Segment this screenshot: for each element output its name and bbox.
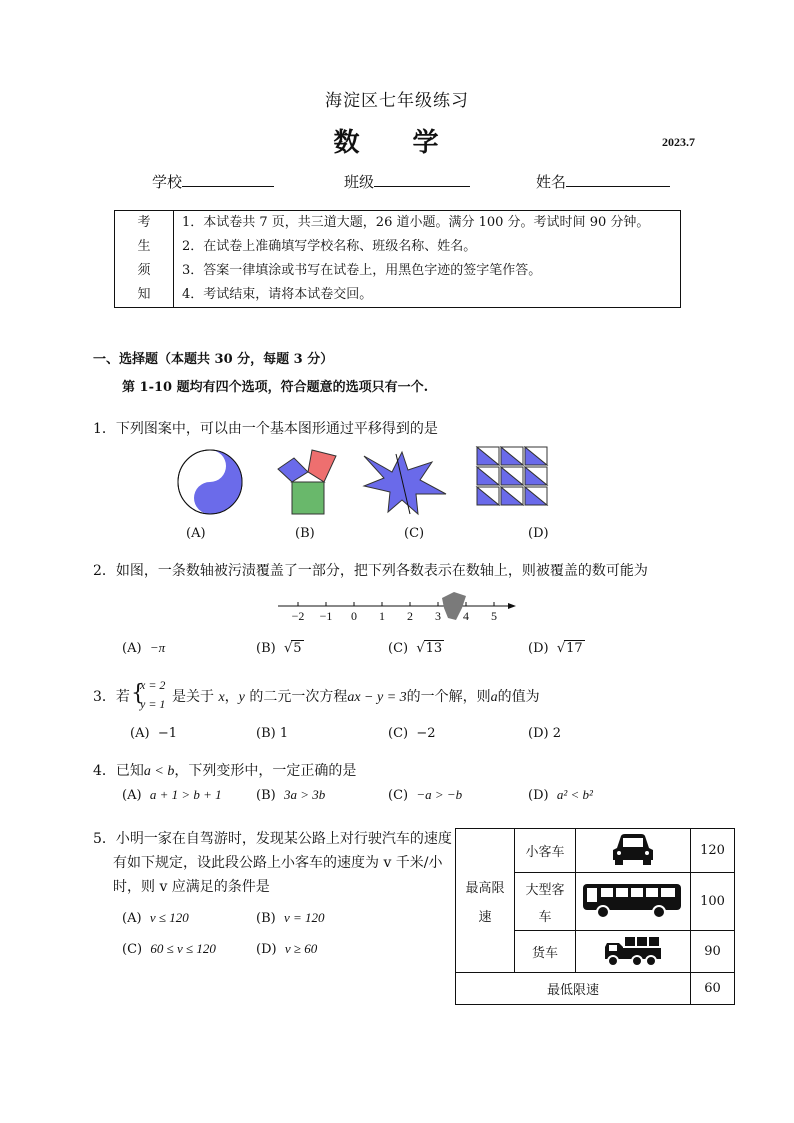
notice-item: 1．本试卷共 7 页，共三道大题，26 道小题。满分 100 分。考试时间 90 分钟。 — [182, 215, 650, 230]
q4-option-c[interactable]: (C) −a > −b — [388, 787, 463, 803]
q3-option-d[interactable]: (D) 2 — [528, 726, 561, 741]
q5-option-d[interactable]: (D) v ≥ 60 — [256, 941, 318, 957]
school-label: 学校 — [152, 173, 183, 191]
q4-option-d[interactable]: (D) a² < b² — [528, 787, 593, 803]
q2-number-line — [274, 590, 520, 624]
tick-label: 3 — [435, 609, 441, 623]
q4-option-a[interactable]: (A) a + 1 > b + 1 — [122, 787, 222, 803]
q1-option-d[interactable]: (D) — [528, 526, 549, 541]
q1-option-a[interactable]: (A) — [186, 526, 206, 541]
q3-prefix: 3．若 — [93, 689, 130, 705]
tick-label: 2 — [407, 609, 413, 623]
subject-title: 数 学 — [333, 128, 461, 158]
notice-item: 2．在试卷上准确填写学校名称、班级名称、姓名。 — [182, 239, 477, 254]
q3-option-c[interactable]: (C) −2 — [388, 726, 436, 741]
notice-item: 3．答案一律填涂或书写在试卷上，用黑色字迹的签字笔作答。 — [182, 263, 542, 278]
q4-stem: 4．已知a < b，下列变形中，一定正确的是 — [93, 763, 357, 779]
q1-stem: 1．下列图案中，可以由一个基本图形通过平移得到的是 — [93, 421, 438, 437]
name-blank[interactable] — [566, 172, 670, 187]
q5-option-c[interactable]: (C) 60 ≤ v ≤ 120 — [122, 941, 216, 957]
q5-option-a[interactable]: (A) v ≤ 120 — [122, 910, 189, 926]
q5-stem-line2: 有如下规定，设此段公路上小客车的速度为 v 千米/小 — [113, 855, 443, 871]
page-title: 海淀区七年级练习 — [325, 91, 469, 111]
class-blank[interactable] — [374, 172, 470, 187]
school-field — [152, 171, 274, 192]
tick-label: 1 — [379, 609, 385, 623]
q2-option-c[interactable]: (C) √13 — [388, 641, 443, 656]
q3-stem: 是关于 x，y 的二元一次方程ax − y = 3的一个解，则a的值为 — [172, 689, 540, 705]
notice-label: 考 生 须 知 — [115, 211, 174, 308]
name-field — [536, 171, 670, 192]
speed-value: 120 — [691, 829, 735, 873]
vehicle-name: 大型客 车 — [515, 873, 576, 931]
q1-figure-a — [176, 448, 248, 518]
notice-table — [114, 210, 681, 308]
q3-option-a[interactable]: (A) −1 — [130, 726, 177, 741]
q1-option-b[interactable]: (B) — [295, 526, 315, 541]
min-speed-label: 最低限速 — [456, 973, 691, 1005]
q1-option-c[interactable]: (C) — [404, 526, 425, 541]
q3-system-eq2: y = 1 — [140, 697, 166, 711]
q3-option-b[interactable]: (B) 1 — [256, 726, 289, 741]
tick-label: 0 — [351, 609, 357, 623]
tick-label: 4 — [463, 609, 469, 623]
name-label: 姓名 — [536, 173, 567, 191]
tick-label: −2 — [291, 609, 305, 623]
q1-figure-c — [362, 448, 448, 516]
section-instruction: 第 1-10 题均有四个选项，符合题意的选项只有一个. — [122, 380, 429, 395]
brace: { — [131, 681, 145, 706]
bus-icon — [576, 873, 691, 931]
speed-limit-table — [455, 828, 735, 1005]
q2-option-a[interactable]: (A) −π — [122, 640, 166, 656]
vehicle-name: 货车 — [515, 931, 576, 973]
tick-label: −1 — [319, 609, 333, 623]
q5-stem-line1: 5．小明一家在自驾游时，发现某公路上对行驶汽车的速度 — [93, 831, 452, 847]
min-speed-value: 60 — [691, 973, 735, 1005]
vehicle-name: 小客车 — [515, 829, 576, 873]
speed-value: 90 — [691, 931, 735, 973]
speed-value: 100 — [691, 873, 735, 931]
q5-stem-line3: 时，则 v 应满足的条件是 — [113, 879, 270, 895]
exam-date: 2023.7 — [662, 135, 695, 149]
notice-item: 4．考试结束，请将本试卷交回。 — [182, 287, 373, 302]
q2-option-d[interactable]: (D) √17 — [528, 641, 583, 656]
tick-label: 5 — [491, 609, 497, 623]
max-speed-label: 最高限 速 — [456, 829, 515, 973]
truck-icon — [576, 931, 691, 973]
school-blank[interactable] — [182, 172, 274, 187]
section-title: 一、选择题（本题共 30 分，每题 3 分） — [93, 352, 334, 367]
car-icon — [576, 829, 691, 873]
q3-system-eq1: x = 2 — [140, 678, 166, 692]
q1-figure-d — [475, 445, 555, 509]
class-label: 班级 — [344, 173, 375, 191]
q2-option-b[interactable]: (B) √5 — [256, 641, 302, 656]
class-field — [344, 171, 470, 192]
notice-items — [174, 211, 681, 308]
q2-stem: 2．如图，一条数轴被污渍覆盖了一部分，把下列各数表示在数轴上，则被覆盖的数可能为 — [93, 563, 648, 579]
q1-figure-b — [276, 444, 342, 518]
q4-option-b[interactable]: (B) 3a > 3b — [256, 787, 326, 803]
q5-option-b[interactable]: (B) v = 120 — [256, 910, 325, 926]
